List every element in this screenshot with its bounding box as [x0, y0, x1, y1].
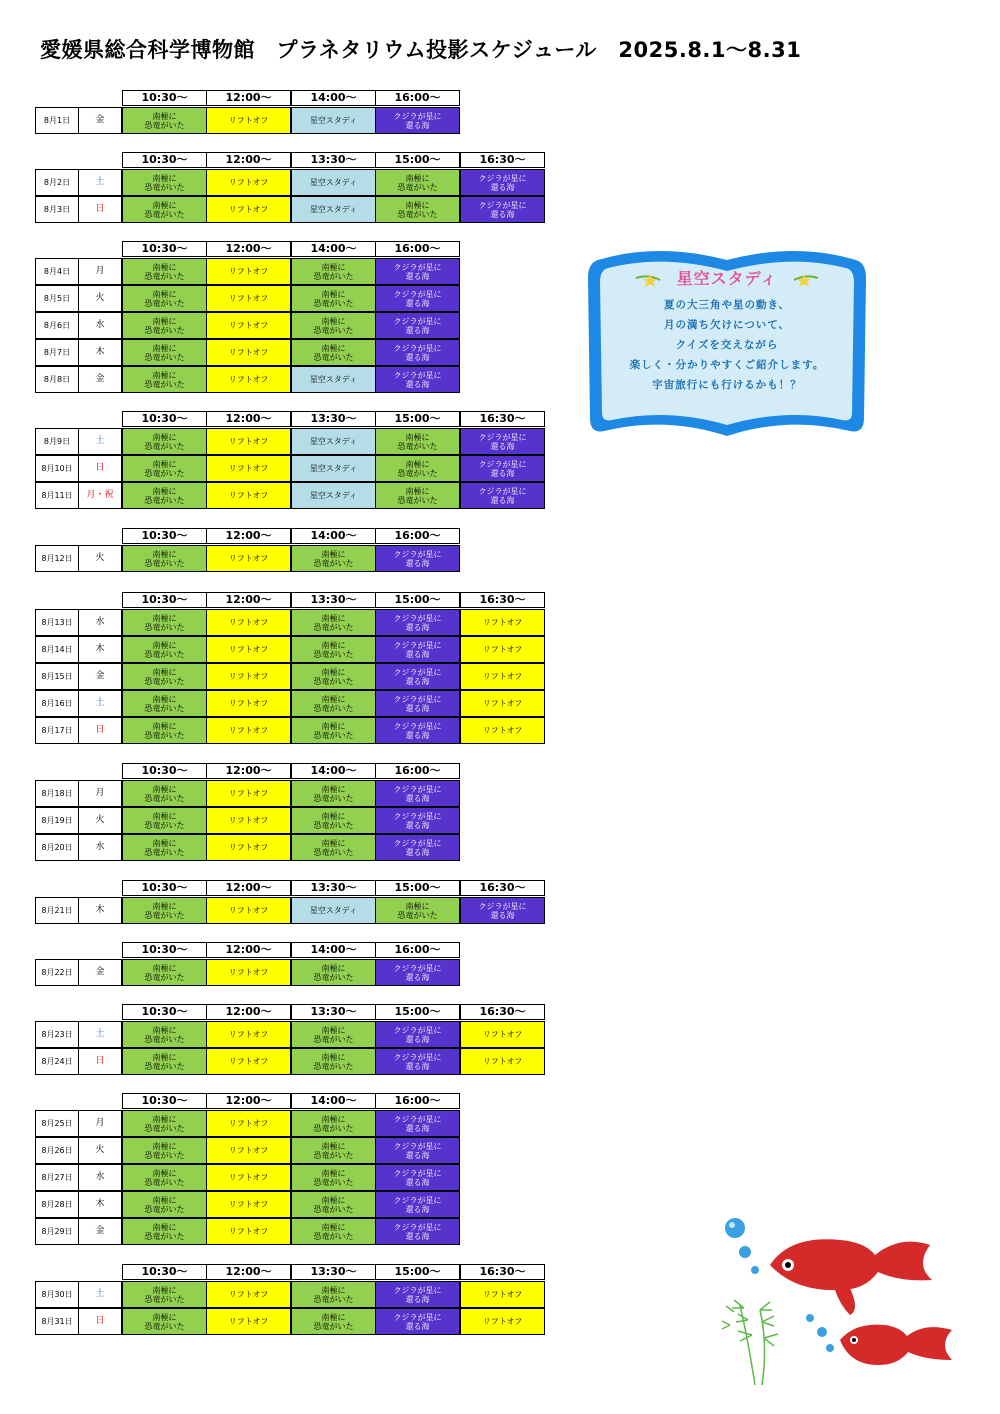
date-cell: 8月25日 — [35, 1110, 79, 1137]
weekday-cell: 土 — [78, 428, 122, 455]
time-header: 14:00〜 — [291, 1093, 376, 1109]
program-cell-whale: クジラが星に 還る海 — [375, 285, 460, 312]
date-cell: 8月12日 — [35, 545, 79, 572]
time-header: 13:30〜 — [291, 1004, 376, 1020]
program-cell-dino: 南極に 恐竜がいた — [291, 1191, 376, 1218]
program-cell-dino: 南極に 恐竜がいた — [122, 834, 207, 861]
program-cell-lift: リフトオフ — [206, 1137, 291, 1164]
program-cell-lift: リフトオフ — [206, 1021, 291, 1048]
program-cell-dino: 南極に 恐竜がいた — [375, 428, 460, 455]
weekday-cell: 水 — [78, 1164, 122, 1191]
weekday-cell: 土 — [78, 169, 122, 196]
date-cell: 8月6日 — [35, 312, 79, 339]
program-cell-lift: リフトオフ — [206, 285, 291, 312]
program-cell-dino: 南極に 恐竜がいた — [122, 196, 207, 223]
weekday-cell: 金 — [78, 366, 122, 393]
program-cell-lift: リフトオフ — [460, 690, 545, 717]
program-cell-lift: リフトオフ — [206, 807, 291, 834]
program-cell-whale: クジラが星に 還る海 — [375, 1308, 460, 1335]
time-header: 13:30〜 — [291, 880, 376, 896]
program-cell-dino: 南極に 恐竜がいた — [122, 455, 207, 482]
time-header: 10:30〜 — [122, 1004, 207, 1020]
goldfish-illustration — [700, 1210, 970, 1390]
program-cell-dino: 南極に 恐竜がいた — [122, 663, 207, 690]
program-cell-dino: 南極に 恐竜がいた — [291, 285, 376, 312]
program-cell-whale: クジラが星に 還る海 — [375, 1048, 460, 1075]
time-header: 14:00〜 — [291, 528, 376, 544]
program-cell-dino: 南極に 恐竜がいた — [122, 609, 207, 636]
program-cell-dino: 南極に 恐竜がいた — [291, 1308, 376, 1335]
time-header: 16:00〜 — [375, 90, 460, 106]
weekday-cell: 水 — [78, 834, 122, 861]
program-cell-dino: 南極に 恐竜がいた — [291, 717, 376, 744]
program-cell-dino: 南極に 恐竜がいた — [291, 1048, 376, 1075]
time-header: 10:30〜 — [122, 528, 207, 544]
program-cell-dino: 南極に 恐竜がいた — [122, 545, 207, 572]
program-cell-whale: クジラが星に 還る海 — [460, 455, 545, 482]
program-cell-dino: 南極に 恐竜がいた — [122, 312, 207, 339]
program-cell-whale: クジラが星に 還る海 — [375, 1137, 460, 1164]
program-cell-dino: 南極に 恐竜がいた — [291, 312, 376, 339]
program-cell-lift: リフトオフ — [460, 609, 545, 636]
program-cell-dino: 南極に 恐竜がいた — [291, 636, 376, 663]
time-header: 15:00〜 — [375, 411, 460, 427]
program-cell-whale: クジラが星に 還る海 — [375, 366, 460, 393]
program-cell-dino: 南極に 恐竜がいた — [291, 1164, 376, 1191]
weekday-cell: 火 — [78, 285, 122, 312]
program-cell-dino: 南極に 恐竜がいた — [291, 1218, 376, 1245]
date-cell: 8月15日 — [35, 663, 79, 690]
program-cell-dino: 南極に 恐竜がいた — [375, 482, 460, 509]
weekday-cell: 日 — [78, 196, 122, 223]
program-cell-lift: リフトオフ — [206, 169, 291, 196]
time-header: 10:30〜 — [122, 1093, 207, 1109]
date-cell: 8月8日 — [35, 366, 79, 393]
program-cell-lift: リフトオフ — [206, 636, 291, 663]
date-cell: 8月16日 — [35, 690, 79, 717]
time-header: 10:30〜 — [122, 942, 207, 958]
date-cell: 8月14日 — [35, 636, 79, 663]
program-cell-whale: クジラが星に 還る海 — [375, 258, 460, 285]
program-cell-dino: 南極に 恐竜がいた — [122, 1137, 207, 1164]
program-cell-dino: 南極に 恐竜がいた — [122, 717, 207, 744]
program-cell-dino: 南極に 恐竜がいた — [122, 959, 207, 986]
time-header: 10:30〜 — [122, 763, 207, 779]
program-cell-dino: 南極に 恐竜がいた — [122, 1191, 207, 1218]
program-cell-whale: クジラが星に 還る海 — [375, 312, 460, 339]
program-cell-lift: リフトオフ — [206, 959, 291, 986]
weekday-cell: 木 — [78, 636, 122, 663]
date-cell: 8月11日 — [35, 482, 79, 509]
time-header: 16:00〜 — [375, 528, 460, 544]
program-cell-dino: 南極に 恐竜がいた — [122, 482, 207, 509]
program-cell-dino: 南極に 恐竜がいた — [122, 1308, 207, 1335]
program-cell-whale: クジラが星に 還る海 — [460, 169, 545, 196]
date-cell: 8月30日 — [35, 1281, 79, 1308]
program-cell-dino: 南極に 恐竜がいた — [375, 169, 460, 196]
program-cell-lift: リフトオフ — [206, 1218, 291, 1245]
program-cell-dino: 南極に 恐竜がいた — [291, 834, 376, 861]
program-cell-study: 星空スタディ — [291, 196, 376, 223]
program-cell-lift: リフトオフ — [460, 636, 545, 663]
weekday-cell: 土 — [78, 1021, 122, 1048]
study-card-line: 月の満ち欠けについて、 — [663, 319, 791, 331]
time-header: 12:00〜 — [206, 528, 291, 544]
date-cell: 8月27日 — [35, 1164, 79, 1191]
study-card-title: 星空スタディ — [676, 269, 778, 288]
program-cell-lift: リフトオフ — [206, 609, 291, 636]
program-cell-study: 星空スタディ — [291, 897, 376, 924]
study-card-line: 宇宙旅行にも行けるかも！？ — [652, 379, 802, 391]
program-cell-whale: クジラが星に 還る海 — [375, 663, 460, 690]
program-cell-dino: 南極に 恐竜がいた — [122, 169, 207, 196]
program-cell-dino: 南極に 恐竜がいた — [375, 897, 460, 924]
program-cell-lift: リフトオフ — [460, 1281, 545, 1308]
time-header: 10:30〜 — [122, 152, 207, 168]
program-cell-dino: 南極に 恐竜がいた — [122, 339, 207, 366]
time-header: 13:30〜 — [291, 1264, 376, 1280]
time-header: 16:30〜 — [460, 1264, 545, 1280]
time-header: 12:00〜 — [206, 152, 291, 168]
date-cell: 8月3日 — [35, 196, 79, 223]
weekday-cell: 金 — [78, 1218, 122, 1245]
program-cell-whale: クジラが星に 還る海 — [460, 428, 545, 455]
date-cell: 8月5日 — [35, 285, 79, 312]
program-cell-dino: 南極に 恐竜がいた — [291, 1281, 376, 1308]
program-cell-study: 星空スタディ — [291, 482, 376, 509]
program-cell-lift: リフトオフ — [206, 1048, 291, 1075]
weekday-cell: 土 — [78, 690, 122, 717]
time-header: 12:00〜 — [206, 763, 291, 779]
program-cell-dino: 南極に 恐竜がいた — [122, 258, 207, 285]
time-header: 14:00〜 — [291, 90, 376, 106]
time-header: 12:00〜 — [206, 592, 291, 608]
program-cell-lift: リフトオフ — [206, 366, 291, 393]
weekday-cell: 火 — [78, 545, 122, 572]
program-cell-lift: リフトオフ — [206, 428, 291, 455]
program-cell-whale: クジラが星に 還る海 — [375, 1191, 460, 1218]
weekday-cell: 火 — [78, 807, 122, 834]
program-cell-study: 星空スタディ — [291, 428, 376, 455]
date-cell: 8月1日 — [35, 107, 79, 134]
program-cell-dino: 南極に 恐竜がいた — [122, 636, 207, 663]
program-cell-lift: リフトオフ — [206, 1110, 291, 1137]
time-header: 16:00〜 — [375, 942, 460, 958]
program-cell-lift: リフトオフ — [206, 545, 291, 572]
time-header: 12:00〜 — [206, 411, 291, 427]
weekday-cell: 金 — [78, 663, 122, 690]
program-cell-dino: 南極に 恐竜がいた — [122, 1218, 207, 1245]
program-cell-lift: リフトオフ — [206, 258, 291, 285]
program-cell-whale: クジラが星に 還る海 — [375, 636, 460, 663]
time-header: 13:30〜 — [291, 411, 376, 427]
program-cell-lift: リフトオフ — [460, 1021, 545, 1048]
time-header: 16:30〜 — [460, 1004, 545, 1020]
program-cell-dino: 南極に 恐竜がいた — [291, 1137, 376, 1164]
date-cell: 8月18日 — [35, 780, 79, 807]
program-cell-dino: 南極に 恐竜がいた — [122, 1048, 207, 1075]
time-header: 15:00〜 — [375, 152, 460, 168]
time-header: 10:30〜 — [122, 411, 207, 427]
weekday-cell: 木 — [78, 339, 122, 366]
program-cell-lift: リフトオフ — [206, 717, 291, 744]
program-cell-dino: 南極に 恐竜がいた — [122, 366, 207, 393]
program-cell-whale: クジラが星に 還る海 — [375, 717, 460, 744]
program-cell-study: 星空スタディ — [291, 107, 376, 134]
program-cell-whale: クジラが星に 還る海 — [375, 609, 460, 636]
weekday-cell: 水 — [78, 312, 122, 339]
program-cell-dino: 南極に 恐竜がいた — [291, 663, 376, 690]
program-cell-dino: 南極に 恐竜がいた — [122, 1281, 207, 1308]
program-cell-lift: リフトオフ — [206, 339, 291, 366]
date-cell: 8月26日 — [35, 1137, 79, 1164]
weekday-cell: 日 — [78, 717, 122, 744]
program-cell-whale: クジラが星に 還る海 — [375, 1218, 460, 1245]
weekday-cell: 金 — [78, 959, 122, 986]
weekday-cell: 金 — [78, 107, 122, 134]
time-header: 14:00〜 — [291, 942, 376, 958]
time-header: 14:00〜 — [291, 241, 376, 257]
date-cell: 8月17日 — [35, 717, 79, 744]
program-cell-dino: 南極に 恐竜がいた — [291, 780, 376, 807]
program-cell-dino: 南極に 恐竜がいた — [375, 455, 460, 482]
date-cell: 8月10日 — [35, 455, 79, 482]
weekday-cell: 月 — [78, 258, 122, 285]
schedule-tables — [35, 0, 555, 1414]
date-cell: 8月13日 — [35, 609, 79, 636]
time-header: 12:00〜 — [206, 880, 291, 896]
program-cell-study: 星空スタディ — [291, 169, 376, 196]
time-header: 12:00〜 — [206, 90, 291, 106]
program-cell-dino: 南極に 恐竜がいた — [122, 285, 207, 312]
date-cell: 8月31日 — [35, 1308, 79, 1335]
program-cell-whale: クジラが星に 還る海 — [375, 339, 460, 366]
time-header: 10:30〜 — [122, 90, 207, 106]
program-cell-lift: リフトオフ — [206, 897, 291, 924]
program-cell-whale: クジラが星に 還る海 — [375, 807, 460, 834]
time-header: 16:00〜 — [375, 241, 460, 257]
date-cell: 8月24日 — [35, 1048, 79, 1075]
time-header: 10:30〜 — [122, 1264, 207, 1280]
program-cell-whale: クジラが星に 還る海 — [375, 834, 460, 861]
program-cell-whale: クジラが星に 還る海 — [460, 897, 545, 924]
program-cell-dino: 南極に 恐竜がいた — [291, 1110, 376, 1137]
time-header: 12:00〜 — [206, 1264, 291, 1280]
study-card-line: 楽しく・分かりやすくご紹介します。 — [629, 359, 825, 371]
program-cell-whale: クジラが星に 還る海 — [375, 545, 460, 572]
program-cell-dino: 南極に 恐竜がいた — [291, 959, 376, 986]
program-cell-whale: クジラが星に 還る海 — [375, 690, 460, 717]
program-cell-dino: 南極に 恐竜がいた — [375, 196, 460, 223]
time-header: 12:00〜 — [206, 942, 291, 958]
program-cell-dino: 南極に 恐竜がいた — [291, 545, 376, 572]
time-header: 12:00〜 — [206, 1004, 291, 1020]
program-cell-dino: 南極に 恐竜がいた — [122, 780, 207, 807]
time-header: 16:00〜 — [375, 763, 460, 779]
date-cell: 8月4日 — [35, 258, 79, 285]
time-header: 12:00〜 — [206, 1093, 291, 1109]
program-cell-lift: リフトオフ — [206, 663, 291, 690]
program-cell-whale: クジラが星に 還る海 — [375, 1164, 460, 1191]
time-header: 16:30〜 — [460, 152, 545, 168]
study-info-card — [588, 238, 866, 438]
program-cell-whale: クジラが星に 還る海 — [375, 1021, 460, 1048]
program-cell-dino: 南極に 恐竜がいた — [291, 258, 376, 285]
program-cell-dino: 南極に 恐竜がいた — [291, 339, 376, 366]
page-title: 愛媛県総合科学博物館 プラネタリウム投影スケジュール 2025.8.1〜8.31 — [40, 38, 802, 62]
program-cell-lift: リフトオフ — [206, 196, 291, 223]
program-cell-dino: 南極に 恐竜がいた — [122, 1110, 207, 1137]
time-header: 16:00〜 — [375, 1093, 460, 1109]
weekday-cell: 土 — [78, 1281, 122, 1308]
weekday-cell: 水 — [78, 609, 122, 636]
date-cell: 8月21日 — [35, 897, 79, 924]
time-header: 10:30〜 — [122, 880, 207, 896]
program-cell-dino: 南極に 恐竜がいた — [291, 807, 376, 834]
weekday-cell: 日 — [78, 455, 122, 482]
program-cell-dino: 南極に 恐竜がいた — [291, 690, 376, 717]
program-cell-whale: クジラが星に 還る海 — [460, 482, 545, 509]
program-cell-lift: リフトオフ — [206, 107, 291, 134]
time-header: 15:00〜 — [375, 592, 460, 608]
date-cell: 8月22日 — [35, 959, 79, 986]
program-cell-dino: 南極に 恐竜がいた — [122, 897, 207, 924]
program-cell-lift: リフトオフ — [460, 1308, 545, 1335]
time-header: 16:30〜 — [460, 592, 545, 608]
program-cell-dino: 南極に 恐竜がいた — [291, 609, 376, 636]
program-cell-dino: 南極に 恐竜がいた — [122, 690, 207, 717]
time-header: 10:30〜 — [122, 241, 207, 257]
program-cell-whale: クジラが星に 還る海 — [460, 196, 545, 223]
date-cell: 8月2日 — [35, 169, 79, 196]
weekday-cell: 月・祝 — [78, 482, 122, 509]
date-cell: 8月28日 — [35, 1191, 79, 1218]
time-header: 13:30〜 — [291, 152, 376, 168]
program-cell-study: 星空スタディ — [291, 366, 376, 393]
program-cell-whale: クジラが星に 還る海 — [375, 1110, 460, 1137]
program-cell-lift: リフトオフ — [206, 455, 291, 482]
program-cell-lift: リフトオフ — [206, 1281, 291, 1308]
study-card-line: 夏の大三角や星の動き、 — [663, 299, 791, 311]
program-cell-lift: リフトオフ — [206, 834, 291, 861]
time-header: 14:00〜 — [291, 763, 376, 779]
program-cell-dino: 南極に 恐竜がいた — [122, 807, 207, 834]
time-header: 16:30〜 — [460, 880, 545, 896]
weekday-cell: 月 — [78, 780, 122, 807]
program-cell-lift: リフトオフ — [206, 1164, 291, 1191]
program-cell-lift: リフトオフ — [460, 663, 545, 690]
program-cell-study: 星空スタディ — [291, 455, 376, 482]
program-cell-whale: クジラが星に 還る海 — [375, 107, 460, 134]
program-cell-lift: リフトオフ — [460, 717, 545, 744]
weekday-cell: 日 — [78, 1308, 122, 1335]
weekday-cell: 木 — [78, 1191, 122, 1218]
program-cell-dino: 南極に 恐竜がいた — [122, 428, 207, 455]
date-cell: 8月19日 — [35, 807, 79, 834]
weekday-cell: 木 — [78, 897, 122, 924]
time-header: 10:30〜 — [122, 592, 207, 608]
time-header: 12:00〜 — [206, 241, 291, 257]
time-header: 16:30〜 — [460, 411, 545, 427]
date-cell: 8月23日 — [35, 1021, 79, 1048]
time-header: 15:00〜 — [375, 1004, 460, 1020]
program-cell-dino: 南極に 恐竜がいた — [122, 1021, 207, 1048]
weekday-cell: 日 — [78, 1048, 122, 1075]
time-header: 15:00〜 — [375, 880, 460, 896]
program-cell-lift: リフトオフ — [206, 690, 291, 717]
date-cell: 8月9日 — [35, 428, 79, 455]
date-cell: 8月20日 — [35, 834, 79, 861]
time-header: 13:30〜 — [291, 592, 376, 608]
date-cell: 8月7日 — [35, 339, 79, 366]
date-cell: 8月29日 — [35, 1218, 79, 1245]
program-cell-whale: クジラが星に 還る海 — [375, 780, 460, 807]
program-cell-whale: クジラが星に 還る海 — [375, 959, 460, 986]
weekday-cell: 月 — [78, 1110, 122, 1137]
program-cell-dino: 南極に 恐竜がいた — [122, 1164, 207, 1191]
time-header: 15:00〜 — [375, 1264, 460, 1280]
weekday-cell: 火 — [78, 1137, 122, 1164]
program-cell-lift: リフトオフ — [206, 780, 291, 807]
program-cell-lift: リフトオフ — [206, 1308, 291, 1335]
program-cell-lift: リフトオフ — [206, 1191, 291, 1218]
program-cell-dino: 南極に 恐竜がいた — [122, 107, 207, 134]
program-cell-lift: リフトオフ — [206, 312, 291, 339]
program-cell-lift: リフトオフ — [206, 482, 291, 509]
study-card-line: クイズを交えながら — [675, 339, 779, 351]
program-cell-dino: 南極に 恐竜がいた — [291, 1021, 376, 1048]
program-cell-whale: クジラが星に 還る海 — [375, 1281, 460, 1308]
program-cell-lift: リフトオフ — [460, 1048, 545, 1075]
goldfish-icon — [700, 1210, 970, 1390]
